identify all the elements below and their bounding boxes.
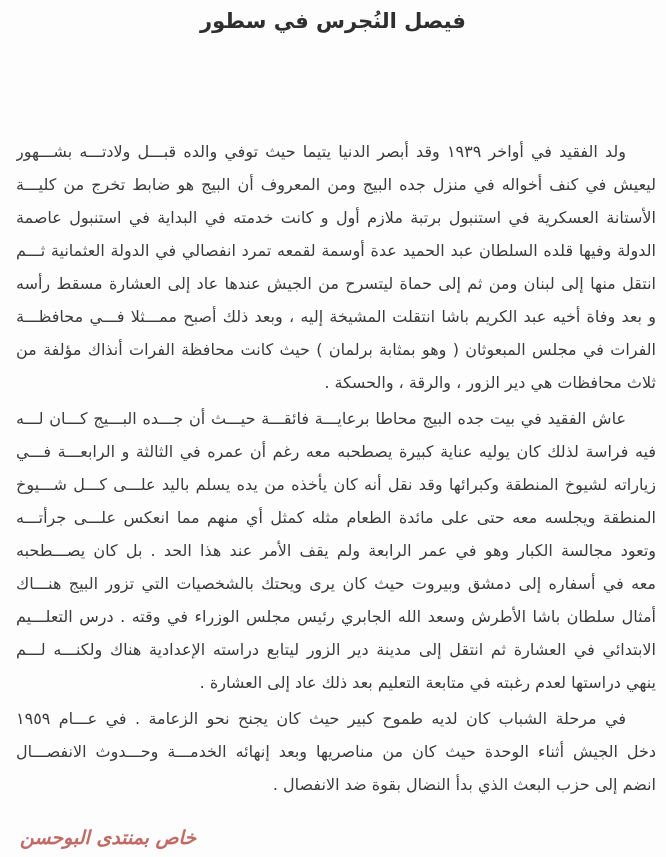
text-line: ولد الفقيد في أواخر ١٩٣٩ وقد أبصر الدنيا يتيما حيث توفي والده قبـــل ولادتـــه بشـــهور xyxy=(16,142,627,161)
text-line: الفرات في مجلس المبعوثان ( وهو بمثابة برلمان ) حيث كانت محافظة الفرات أنذاك مؤلفة من xyxy=(16,340,656,359)
text-line: الدولة وفيها قلده السلطان عبد الحميد عدة أوسمة لقمعه تمرد انفصالي في الدولة العثمانية ثـــم xyxy=(16,241,656,260)
document-body xyxy=(0,135,666,801)
text-line: الأستانة العسكرية في استنبول برتبة ملازم أول و كانت خدمته في البداية في استنبول عاصمة xyxy=(16,208,656,227)
forum-watermark: خاص بمنتدى البوحسن xyxy=(20,827,197,849)
paragraph-birth-and-grandfather xyxy=(16,135,656,399)
text-line: أمثال سلطان باشا الأطرش وسعد الله الجابري رئيس مجلس الوزراء في وقته . درس التعلـــيم xyxy=(16,607,656,626)
text-line: في مرحلة الشباب كان لديه طموح كبير حيث كان يجنح نحو الزعامة . في عـــام ١٩٥٩ xyxy=(16,709,626,728)
text-line: معه في أسفاره إلى دمشق وبيروت حيث كان يرى ويحتك بالشخصيات التي تزور البيج هنـــاك xyxy=(16,574,656,593)
text-line: عاش الفقيد في بيت جده البيج محاطا برعايـــة فائقـــة حيـــث أن جـــده البـــيج كـــان لـــه xyxy=(16,409,626,428)
text-line: وتعود مجالسة الكبار وهو في عمر الرابعة ولم يقف الأمر عند هذا الحد . بل كان يصـــطحبه xyxy=(16,541,656,560)
text-line: ليعيش في كنف أخواله في منزل جده البيج ومن المعروف أن البيج هو ضابط تخرج من كليـــة xyxy=(16,175,656,194)
document-title: فيصل النُجرس في سطور xyxy=(200,9,466,33)
text-line: فيه فراسة لذلك كان يوليه عناية كبيرة يصطحبه معه رغم أن عمره في الثالثة و الرابعـــة فـــي xyxy=(16,442,656,461)
paragraph-childhood xyxy=(16,402,656,699)
text-line: انتقل منها إلى لبنان ومن ثم إلى حماة ليتسرح من الجيش عندها عاد إلى العشارة مسقط رأسه xyxy=(16,274,656,293)
text-line: زياراته لشيوخ المنطقة وكبرائها وقد نقل أنه كان يأخذه من يده يسلم باليد علـــى كـــل شـــيوخ xyxy=(16,475,656,494)
text-line: الابتدائي في العشارة ثم انتقل إلى مدينة دير الزور ليتابع دراسته الإعدادية هناك ولكنـــه لـــم xyxy=(16,640,656,659)
text-line: ثلاث محافظات هي دير الزور ، والرقة ، والحسكة . xyxy=(324,373,656,392)
text-line: دخل الجيش أثناء الوحدة حيث كان من مناصريها وبعد إنهائه الخدمـــة وحـــدوث الانفصـــال xyxy=(16,742,656,761)
text-line: المنطقة ويجلسه معه حتى على مائدة الطعام مثله كمثل أي منهم مما انعكس علـــى جرأتـــه xyxy=(16,508,656,527)
text-line: انضم إلى حزب البعث الذي بدأ النضال بقوة ضد الانفصال . xyxy=(272,775,656,794)
paragraph-youth xyxy=(16,702,656,801)
text-line: و بعد وفاة أخيه عبد الكريم باشا انتقلت المشيخة إليه ، وبعد ذلك أصبح ممـــثلا فـــي محافظـــة xyxy=(16,307,656,326)
text-line: ينهي دراستها لعدم رغبته في متابعة التعليم بعد ذلك عاد إلى العشارة . xyxy=(199,673,656,692)
